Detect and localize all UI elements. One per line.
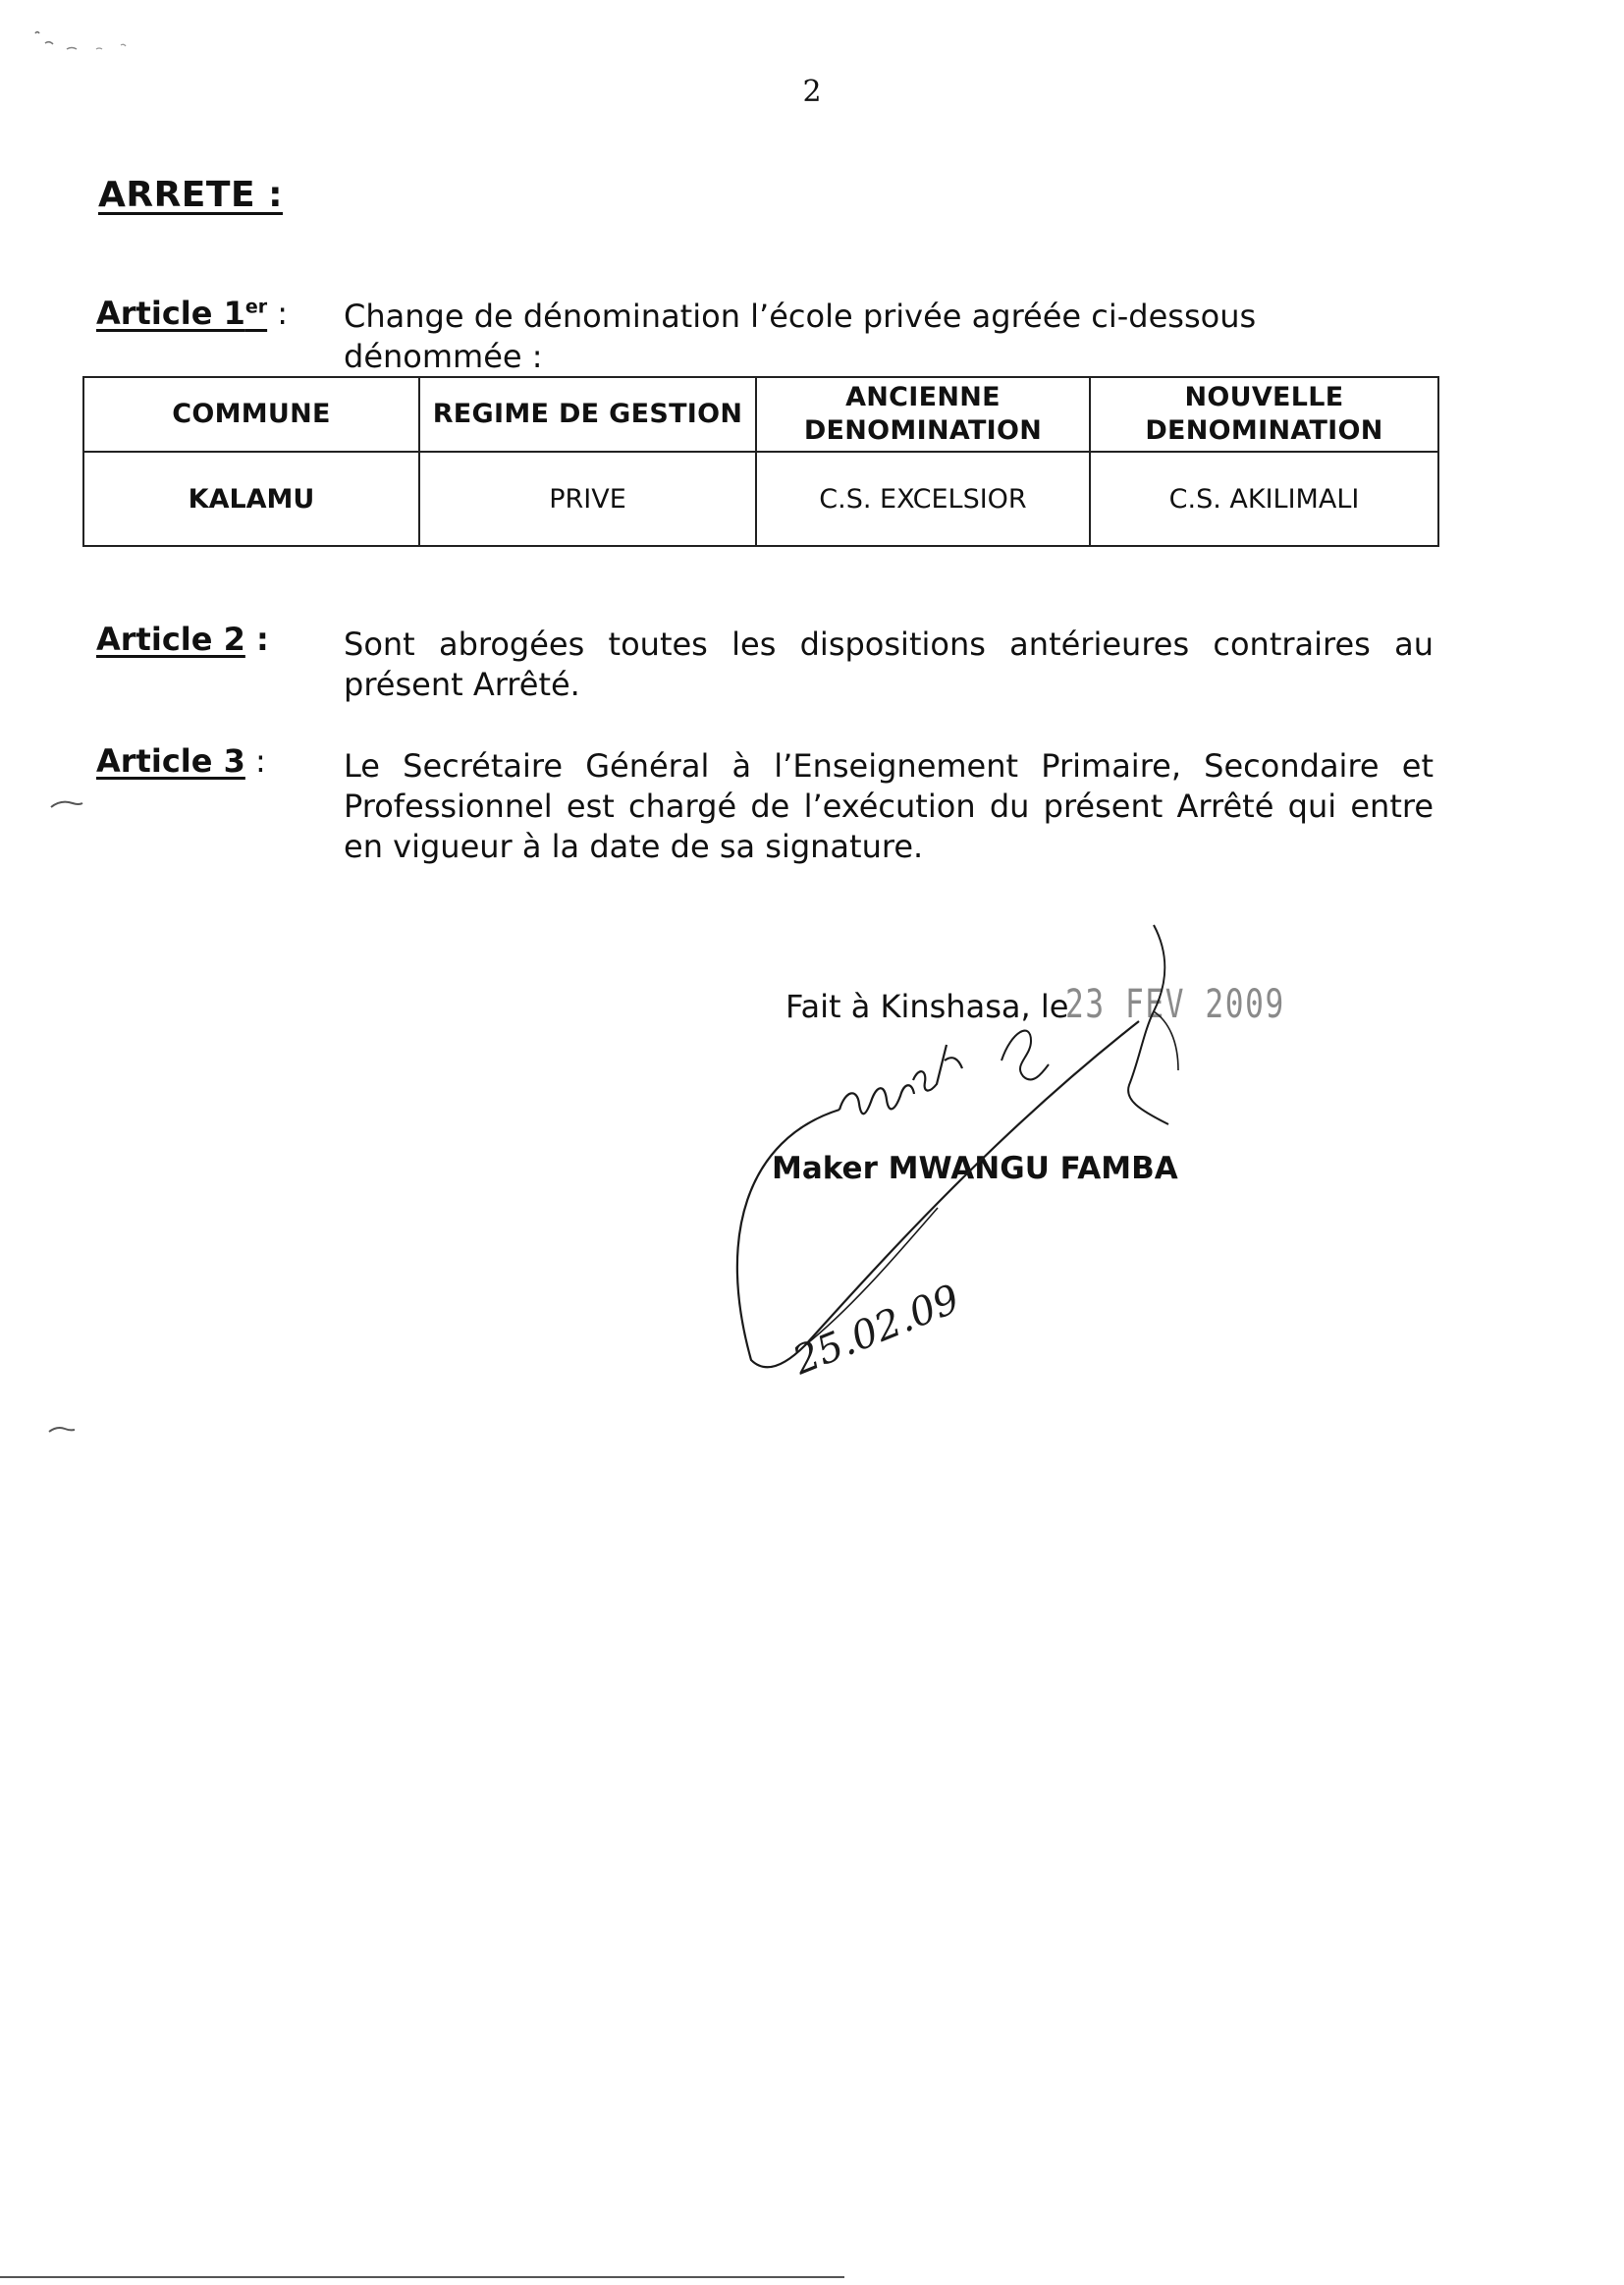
cell-commune: KALAMU [83, 452, 419, 546]
article-2-text: Sont abrogées toutes les dispositions antérieures contraires au présent Arrêté. [344, 626, 1434, 703]
handwritten-signature [707, 913, 1218, 1385]
article-2-label-text: Article 2 [96, 621, 245, 658]
article-3-text: Le Secrétaire Général à l’Enseignement Primaire, Secondaire et Professionnel est chargé de l’exécution du présent Arrêté qui entre en vigueur à la date de sa signature. [344, 747, 1434, 865]
table-row [83, 452, 1438, 546]
article-1-colon: : [267, 295, 289, 332]
decree-title: ARRETE : [98, 175, 283, 215]
article-2-colon: : [244, 621, 269, 658]
article-2-label [96, 621, 269, 658]
page-number: 2 [802, 75, 822, 109]
signature-date: 25.02.09 [786, 1276, 966, 1385]
cell-regime: PRIVE [419, 452, 756, 546]
margin-mark [49, 797, 84, 811]
table-header-row [83, 377, 1438, 452]
place-date: Fait à Kinshasa, le [785, 988, 1069, 1025]
article-1-superscript: er [244, 296, 268, 318]
article-3-label [96, 742, 266, 780]
header-regime: REGIME DE GESTION [419, 377, 756, 452]
article-1-label [96, 295, 288, 332]
signatory-name: Maker MWANGU FAMBA [772, 1151, 1178, 1186]
cell-new-name: C.S. AKILIMALI [1090, 452, 1438, 546]
header-commune: COMMUNE [83, 377, 419, 452]
scan-specks [27, 27, 155, 67]
margin-mark [47, 1424, 77, 1436]
school-renaming-table [82, 376, 1439, 547]
article-1-label-text [96, 295, 267, 332]
cell-old-name: C.S. EXCELSIOR [756, 452, 1090, 546]
article-3-label-text: Article 3 [96, 742, 245, 780]
article-1-label-main: Article 1 [96, 295, 245, 332]
date-stamp: 23 FEV 2009 [1065, 982, 1285, 1027]
scan-edge-line [0, 2276, 844, 2278]
article-3-colon: : [244, 742, 266, 780]
header-old-name: ANCIENNE DENOMINATION [756, 377, 1090, 452]
header-new-name: NOUVELLE DENOMINATION [1090, 377, 1438, 452]
article-1-text: Change de dénomination l’école privée agréée ci-dessous dénommée : [344, 298, 1257, 375]
